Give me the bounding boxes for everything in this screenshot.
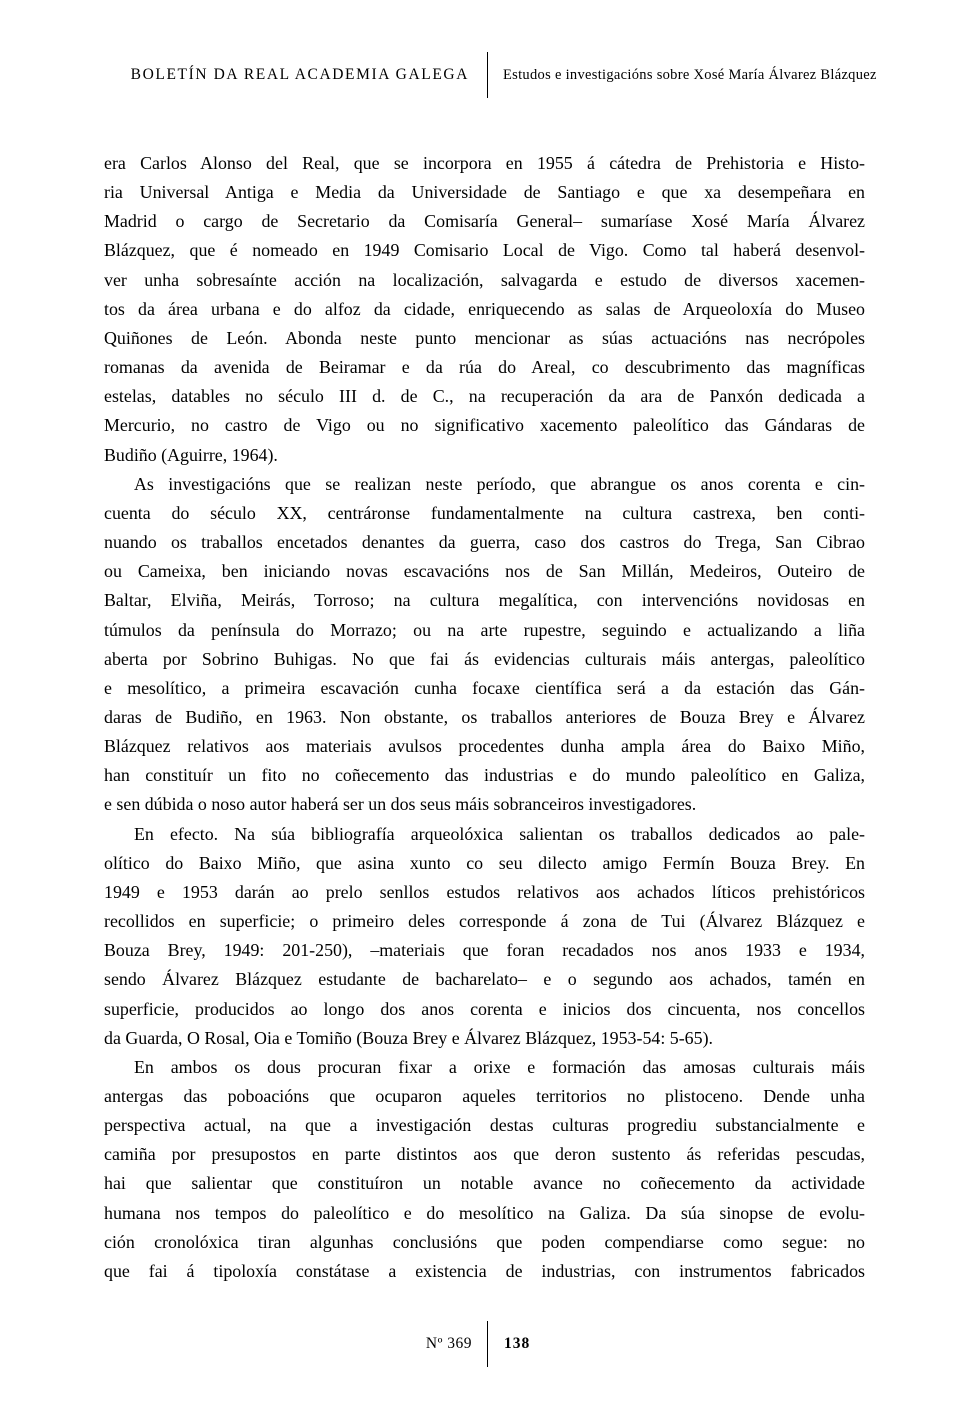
text-line: e sen dúbida o noso autor haberá ser un dos seus máis sobranceiros investigadores.	[104, 794, 697, 815]
text-line: perspectiva actual, na que a investigación destas culturas progrediu substancialmente e	[104, 1115, 865, 1136]
text-line: As investigacións que se realizan neste período, que abrangue os anos corenta e cin-	[134, 473, 865, 494]
text-line: Mercurio, no castro de Vigo ou no significativo xacemento paleolítico das Gándaras de	[104, 415, 865, 436]
journal-title: BOLETÍN DA REAL ACADEMIA GALEGA	[130, 66, 469, 83]
text-line: daras de Budiño, en 1963. Non obstante, os traballos anteriores de Bouza Brey e Álvarez	[104, 706, 865, 727]
text-line: En ambos os dous procuran fixar a orixe e formación das amosas culturais máis	[134, 1056, 865, 1077]
paragraph	[104, 1053, 865, 1286]
text-line: hai que salientar que constituíron un notable avance no coñecemento da actividade	[104, 1173, 865, 1194]
text-line: aberta por Sobrino Buhigas. No que fai ás evidencias culturais máis antergas, paleolítico	[104, 648, 865, 669]
running-header	[0, 52, 975, 98]
text-line: camiña por presupostos en parte distintos aos que deron sustento ás referidas pescudas,	[104, 1144, 865, 1165]
text-line: Baltar, Elviña, Meirás, Torroso; na cultura megalítica, con intervencións novidosas en	[104, 590, 865, 611]
text-line: romanas da avenida de Beiramar e da rúa do Areal, co descubrimento das magníficas	[104, 357, 865, 378]
page-footer	[0, 1321, 975, 1367]
text-line: ria Universal Antiga e Media da Universidade de Santiago e que xa desempeñara en	[104, 182, 865, 203]
text-line: Budiño (Aguirre, 1964).	[104, 444, 278, 465]
text-line: 1949 e 1953 darán ao prelo senllos estudos relativos aos achados líticos prehistóricos	[104, 881, 865, 902]
text-line: Quiñones de León. Abonda neste punto mencionar as súas actuacións nas necrópoles	[104, 327, 865, 348]
text-line: recollidos en superficie; o primeiro deles corresponde á zona de Tui (Álvarez Blázquez e	[104, 911, 865, 932]
text-line: Blázquez relativos aos materiais avulsos procedentes dunha ampla área do Baixo Miño,	[104, 736, 865, 757]
text-line: e mesolítico, a primeira escavación cunha focaxe científica será a da estación das Gán-	[104, 677, 865, 698]
text-line: ou Cameixa, ben iniciando novas escavacións nos de San Millán, Medeiros, Outeiro de	[104, 561, 865, 582]
text-line: nuando os traballos encetados denantes da guerra, caso dos castros do Trega, San Cibrao	[104, 532, 865, 553]
text-line: cuenta do século XX, centráronse fundamentalmente na cultura castrexa, ben conti-	[104, 502, 865, 523]
text-line: Bouza Brey, 1949: 201-250), –materiais que foran recadados nos anos 1933 e 1934,	[104, 940, 865, 961]
text-line: antergas das poboacións que ocuparon aqueles territorios no plistoceno. Dende unha	[104, 1086, 865, 1106]
text-line: han constituír un fito no coñecemento das industrias e do mundo paleolítico en Galiza,	[104, 765, 865, 786]
text-line: sendo Álvarez Blázquez estudante de bacharelato– e o segundo aos achados, tamén en	[104, 969, 865, 990]
issue-number: Nº 369	[425, 1335, 472, 1352]
article-title: Estudos e investigacións sobre Xosé María Álvarez Blázquez	[503, 66, 877, 83]
text-line: En efecto. Na súa bibliografía arqueolóxica salientan os traballos dedicados ao pale-	[134, 823, 865, 844]
paragraph	[104, 149, 865, 470]
text-line: túmulos da península do Morrazo; ou na arte rupestre, seguindo e actualizando a liña	[104, 619, 865, 640]
body-text	[104, 149, 865, 1286]
text-line: olítico do Baixo Miño, que asina xunto co seu dilecto amigo Fermín Bouza Brey. En	[104, 852, 865, 873]
text-line: ción cronolóxica tiran algunhas conclusións que poden compendiarse como segue: no	[104, 1231, 865, 1252]
paragraph	[104, 470, 865, 820]
text-line: Madrid o cargo de Secretario da Comisaría General– sumaríase Xosé María Álvarez	[104, 211, 865, 232]
text-line: Blázquez, que é nomeado en 1949 Comisario Local de Vigo. Como tal haberá desenvol-	[104, 240, 865, 261]
text-line: da Guarda, O Rosal, Oia e Tomiño (Bouza Brey e Álvarez Blázquez, 1953-54: 5-65).	[104, 1027, 713, 1048]
text-line: estelas, datables no século III d. de C., na recuperación da ara de Panxón dedicada a	[104, 386, 865, 407]
text-line: superficie, producidos ao longo dos anos corenta e inicios dos cincuenta, nos concellos	[104, 998, 865, 1019]
text-line: era Carlos Alonso del Real, que se incorpora en 1955 á cátedra de Prehistoria e Histo-	[104, 153, 865, 173]
text-line: que fai á tipoloxía constátase a existencia de industrias, con instrumentos fabricados	[104, 1260, 865, 1281]
paragraph	[104, 820, 865, 1053]
page-number: 138	[504, 1335, 531, 1352]
text-line: tos da área urbana e do alfoz da cidade, enriquecendo as salas de Arqueoloxía do Museo	[104, 298, 865, 319]
text-line: humana nos tempos do paleolítico e do mesolítico na Galiza. Da súa sinopse de evolu-	[104, 1202, 865, 1223]
text-line: ver unha sobresaínte acción na localización, salvagarda e estudo de diversos xacemen-	[104, 269, 865, 290]
